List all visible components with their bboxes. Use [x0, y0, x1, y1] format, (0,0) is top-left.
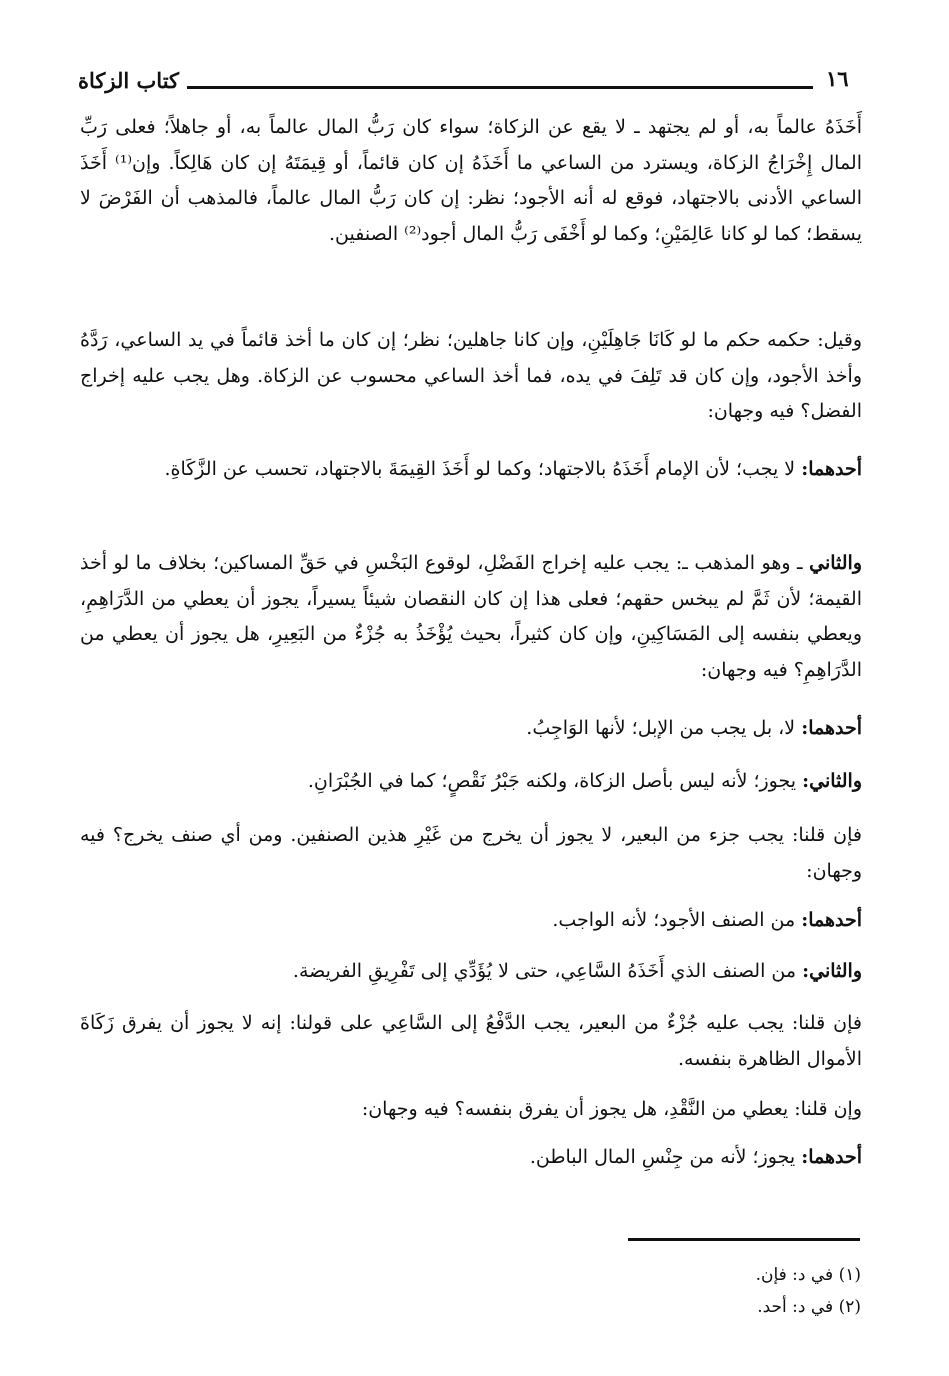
footnote-2: (٢) في د: أحد. — [757, 1297, 861, 1317]
paragraph-label: أحدهما: — [801, 1146, 862, 1168]
paragraph-text: أَخَذَهُ عالماً به، أو لم يجتهد ـ لا يقع عن الزكاة؛ سواء كان رَبُّ المال عالماً به، أو جاهلاً؛ فعلى رَبِّ المال إِخْرَاجُ الزكاة، ويسترد من الساعي ما أَخَذَهُ إن كان قائماً، أو قِيمَتَهُ إن كان هَالِكاً. وإن⁽¹⁾ أَخَذَ الساعي الأدنى بالاجتهاد، فوقع له أنه الأجود؛ نظر: إن كان رَبُّ المال عالماً، فالمذهب أن الفَرْضَ لا يسقط؛ كما لو كانا عَالِمَيْنِ؛ وكما لو أَخْفَى رَبُّ المال أجود⁽²⁾ الصنفين. — [80, 116, 863, 245]
paragraph-text: فإن قلنا: يجب جزء من البعير، لا يجوز أن يخرج من غَيْرِ هذين الصنفين. ومن أي صنف يخرج؟ فيه وجهان: — [80, 824, 862, 882]
paragraph-text: يجوز؛ لأنه من جِنْسِ المال الباطن. — [529, 1146, 802, 1168]
paragraph-label: والثاني: — [802, 770, 862, 792]
paragraph-text: ـ وهو المذهب ـ: يجب عليه إخراج الفَضْلِ، لوقوع البَخْسِ في حَقِّ المساكين؛ بخلاف ما لو أخذ القيمة؛ لأن ثَمَّ لم يبخس حقهم؛ فعلى هذا إن كان النقصان شيئاً يسيراً، يجوز أن يعطي من الدَّرَاهِمِ، ويعطي بنفسه إلى المَسَاكِينِ، وإن كان كثيراً، بحيث يُؤْخَذُ به جُزْءٌ من البَعِيرِ، هل يجوز أن يعطي من الدَّرَاهِمِ؟ فيه وجهان: — [80, 552, 862, 681]
paragraph-text: وإن قلنا: يعطي من النَّقْدِ، هل يجوز أن يفرق بنفسه؟ فيه وجهان: — [361, 1098, 862, 1120]
paragraph-10 — [80, 1006, 862, 1077]
paragraph-text: لا، بل يجب من الإبل؛ لأنها الوَاجِبُ. — [526, 717, 802, 739]
paragraph-8 — [80, 903, 862, 939]
page-number: ١٦ — [826, 66, 849, 91]
header-rule — [187, 86, 813, 89]
paragraph-text: من الصنف الذي أَخَذَهُ السَّاعِي، حتى لا يُؤَدِّي إلى تَفْرِيقِ الفريضة. — [292, 960, 803, 982]
paragraph-text: يجوز؛ لأنه ليس بأصل الزكاة، ولكنه جَبْرُ نَقْصٍ؛ كما في الجُبْرَانِ. — [307, 770, 803, 792]
paragraph-7 — [80, 818, 862, 889]
paragraph-4 — [80, 546, 862, 688]
paragraph-3 — [80, 452, 862, 488]
paragraph-label: أحدهما: — [801, 717, 862, 739]
running-title: كتاب الزكاة — [78, 68, 180, 93]
paragraph-text: فإن قلنا: يجب عليه جُزْءٌ من البعير، يجب الدَّفْعُ إلى السَّاعِي على قولنا: إنه لا يجوز أن يفرق زَكَاةَ الأموال الظاهرة بنفسه. — [80, 1012, 862, 1070]
paragraph-text: وقيل: حكمه حكم ما لو كَانَا جَاهِلَيْنِ، وإن كانا جاهلين؛ نظر؛ إن كان ما أخذ قائماً في يد الساعي، رَدَّهُ وأخذ الأجود، وإن كان قد تَلِفَ في يده، فما أخذ الساعي محسوب عن الزكاة. وهل يجب عليه إخراج الفضل؟ فيه وجهان: — [80, 329, 863, 422]
paragraph-6 — [80, 764, 862, 800]
footnote-rule — [628, 1238, 860, 1241]
paragraph-5 — [80, 711, 862, 747]
paragraph-11 — [80, 1092, 862, 1128]
paragraph-2 — [80, 323, 862, 430]
paragraph-1 — [80, 110, 862, 252]
paragraph-label: والثاني — [809, 552, 862, 574]
paragraph-label: والثاني: — [802, 960, 862, 982]
paragraph-text: لا يجب؛ لأن الإمام أَخَذَهُ بالاجتهاد؛ وكما لو أَخَذَ القِيمَةَ بالاجتهاد، تحسب عن الزَّكَاةِ. — [164, 458, 802, 480]
paragraph-label: أحدهما: — [801, 458, 862, 480]
paragraph-text: من الصنف الأجود؛ لأنه الواجب. — [552, 909, 802, 931]
paragraph-9 — [80, 954, 862, 990]
paragraph-label: أحدهما: — [801, 909, 862, 931]
footnote-1: (١) في د: فإن. — [755, 1265, 861, 1285]
paragraph-12 — [80, 1140, 862, 1176]
